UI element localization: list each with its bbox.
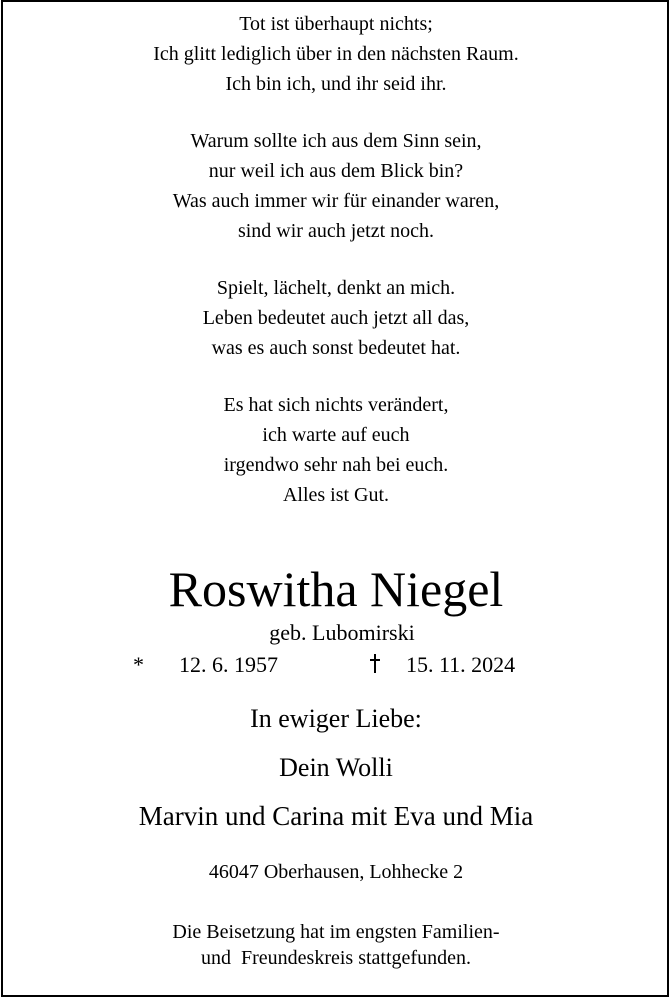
poem-line: Ich bin ich, und ihr seid ihr. [225, 73, 447, 95]
funeral-notice [0, 919, 672, 971]
poem-stanza-1 [0, 9, 672, 99]
cross-icon [369, 654, 381, 674]
mourner-line-1: Dein Wolli [279, 753, 393, 782]
asterisk-icon: * [133, 652, 144, 677]
poem-line: Spielt, lächelt, denkt an mich. [216, 277, 456, 299]
poem-line: sind wir auch jetzt noch. [237, 220, 435, 242]
deceased-name: Roswitha Niegel [168, 561, 504, 617]
notice-line: Die Beisetzung hat im engsten Familien- [172, 921, 500, 943]
notice-line: und Freundeskreis stattgefunden. [201, 947, 471, 969]
poem-line: Leben bedeutet auch jetzt all das, [202, 307, 470, 329]
poem-line: Es hat sich nichts verändert, [223, 394, 449, 416]
poem-stanza-4 [0, 390, 672, 510]
poem-stanza-3 [0, 273, 672, 363]
poem-line: Alles ist Gut. [282, 484, 390, 506]
birth-name: geb. Lubomirski [269, 620, 415, 645]
birth-date: 12. 6. 1957 [179, 652, 278, 677]
death-date-group [369, 651, 515, 679]
poem-line: was es auch sonst bedeutet hat. [211, 337, 461, 359]
poem-line: Tot ist überhaupt nichts; [239, 13, 433, 35]
poem-line: nur weil ich aus dem Blick bin? [208, 160, 464, 182]
poem-line: irgendwo sehr nah bei euch. [223, 454, 449, 476]
mourners-intro: In ewiger Liebe: [250, 704, 422, 733]
poem-line: ich warte auf euch [262, 424, 410, 446]
address: 46047 Oberhausen, Lohhecke 2 [208, 861, 464, 883]
poem-stanza-2 [0, 126, 672, 246]
death-date: 15. 11. 2024 [406, 652, 516, 677]
poem-line: Ich glitt lediglich über in den nächsten Raum. [153, 43, 519, 65]
poem-line: Warum sollte ich aus dem Sinn sein, [190, 130, 482, 152]
mourner-line-2: Marvin und Carina mit Eva und Mia [138, 801, 534, 831]
birth-date-group [133, 651, 278, 679]
poem-line: Was auch immer wir für einander waren, [172, 190, 500, 212]
